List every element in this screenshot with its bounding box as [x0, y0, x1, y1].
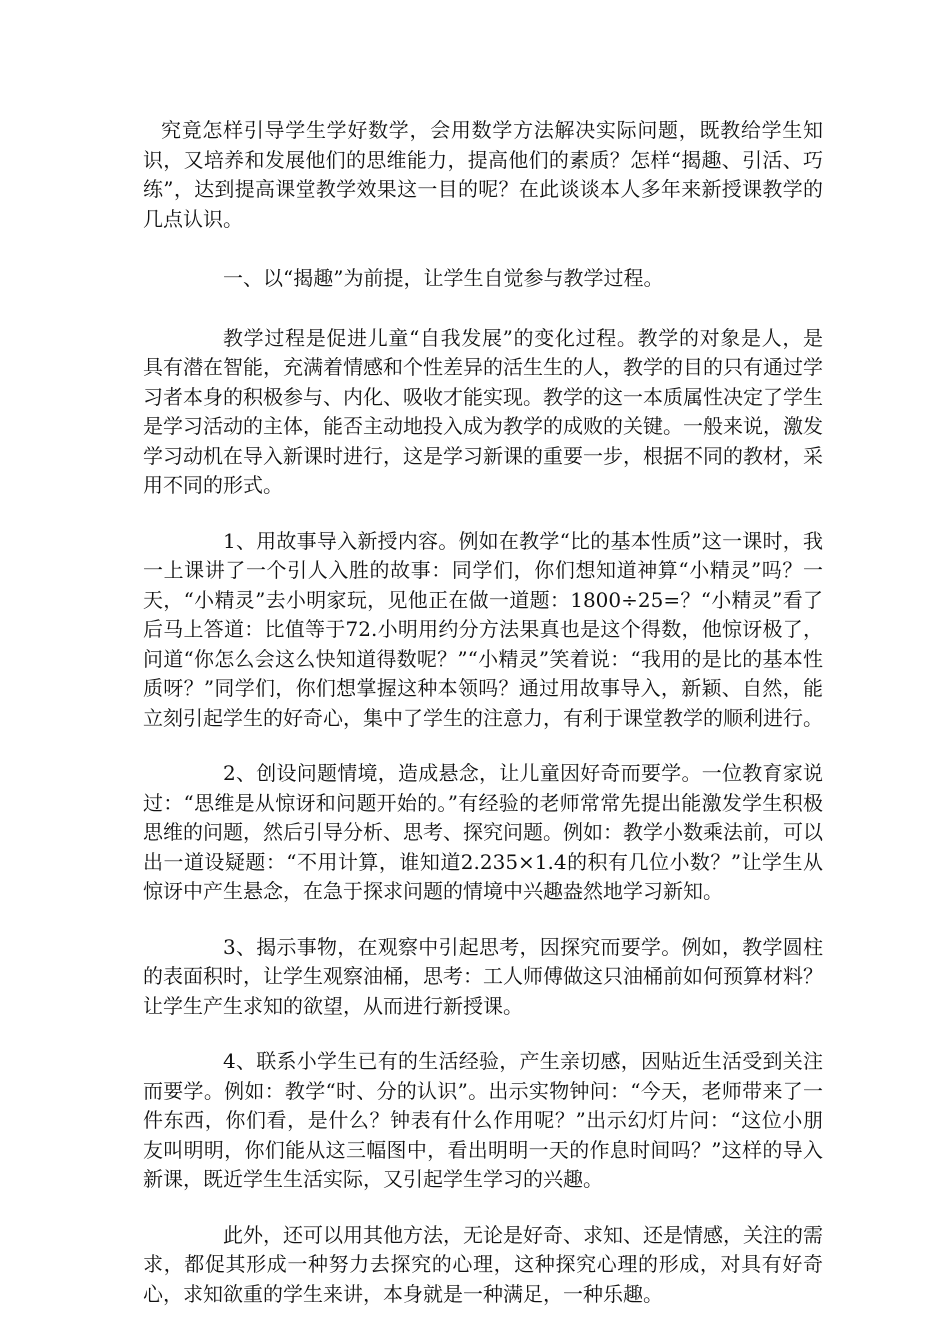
closing-paragraph: 此外，还可以用其他方法，无论是好奇、求知、还是情感，关注的需求，都促其形成一种努力去探究的心理，这种探究心理的形成，对具有好奇心，求知欲重的学生来讲，本身就是一种满足，一种乐趣。 — [143, 1222, 823, 1306]
list-item-paragraph: 2、创设问题情境，造成悬念，让儿童因好奇而要学。一位教育家说过：“思维是从惊讶和问题开始的。”有经验的老师常常先提出能激发学生积极思维的问题，然后引导分析、思考、探究问题。例如：教学小数乘法前，可以出一道设疑题：“不用计算，谁知道2.235×1.4的积有几位小数？”让学生从惊讶中产生悬念，在急于探求问题的情境中兴趣盎然地学习新知。 — [143, 761, 823, 903]
intro-paragraph: 究竟怎样引导学生学好数学，会用数学方法解决实际问题，既教给学生知识，又培养和发展他们的思维能力，提高他们的素质？怎样“揭趣、引活、巧练”，达到提高课堂教学效果这一目的呢？在此谈谈本人多年来新授课教学的几点认识。 — [143, 118, 823, 231]
document-body — [143, 116, 823, 1335]
list-item-paragraph: 1、用故事导入新授内容。例如在教学“比的基本性质”这一课时，我一上课讲了一个引人入胜的故事：同学们，你们想知道神算“小精灵”吗？一天，“小精灵”去小明家玩，见他正在做一道题：1800÷25=？“小精灵”看了后马上答道：比值等于72.小明用约分方法果真也是这个得数，他惊讶极了，问道“你怎么会这么快知道得数呢？”“小精灵”笑着说：“我用的是比的基本性质呀？”同学们，你们想掌握这种本领吗？通过用故事导入，新颖、自然，能立刻引起学生的好奇心，集中了学生的注意力，有利于课堂教学的顺利进行。 — [143, 528, 823, 730]
body-paragraph: 教学过程是促进儿童“自我发展”的变化过程。教学的对象是人，是具有潜在智能，充满着情感和个性差异的活生生的人，教学的目的只有通过学习者本身的积极参与、内化、吸收才能实现。教学的这一本质属性决定了学生是学习活动的主体，能否主动地投入成为教学的成败的关键。一般来说，激发学习动机在导入新课时进行，这是学习新课的重要一步，根据不同的教材，采用不同的形式。 — [143, 325, 823, 497]
list-item-paragraph: 3、揭示事物，在观察中引起思考，因探究而要学。例如，教学圆柱的表面积时，让学生观察油桶，思考：工人师傅做这只油桶前如何预算材料？让学生产生求知的欲望，从而进行新授课。 — [143, 934, 823, 1018]
list-item-paragraph: 4、联系小学生已有的生活经验，产生亲切感，因贴近生活受到关注而要学。例如：教学“时、分的认识”。出示实物钟问：“今天，老师带来了一件东西，你们看，是什么？钟表有什么作用呢？”出示幻灯片问：“这位小朋友叫明明，你们能从这三幅图中，看出明明一天的作息时间吗？”这样的导入新课，既近学生生活实际，又引起学生学习的兴趣。 — [143, 1049, 823, 1191]
section-heading: 一、以“揭趣”为前提，让学生自觉参与教学过程。 — [223, 266, 664, 290]
